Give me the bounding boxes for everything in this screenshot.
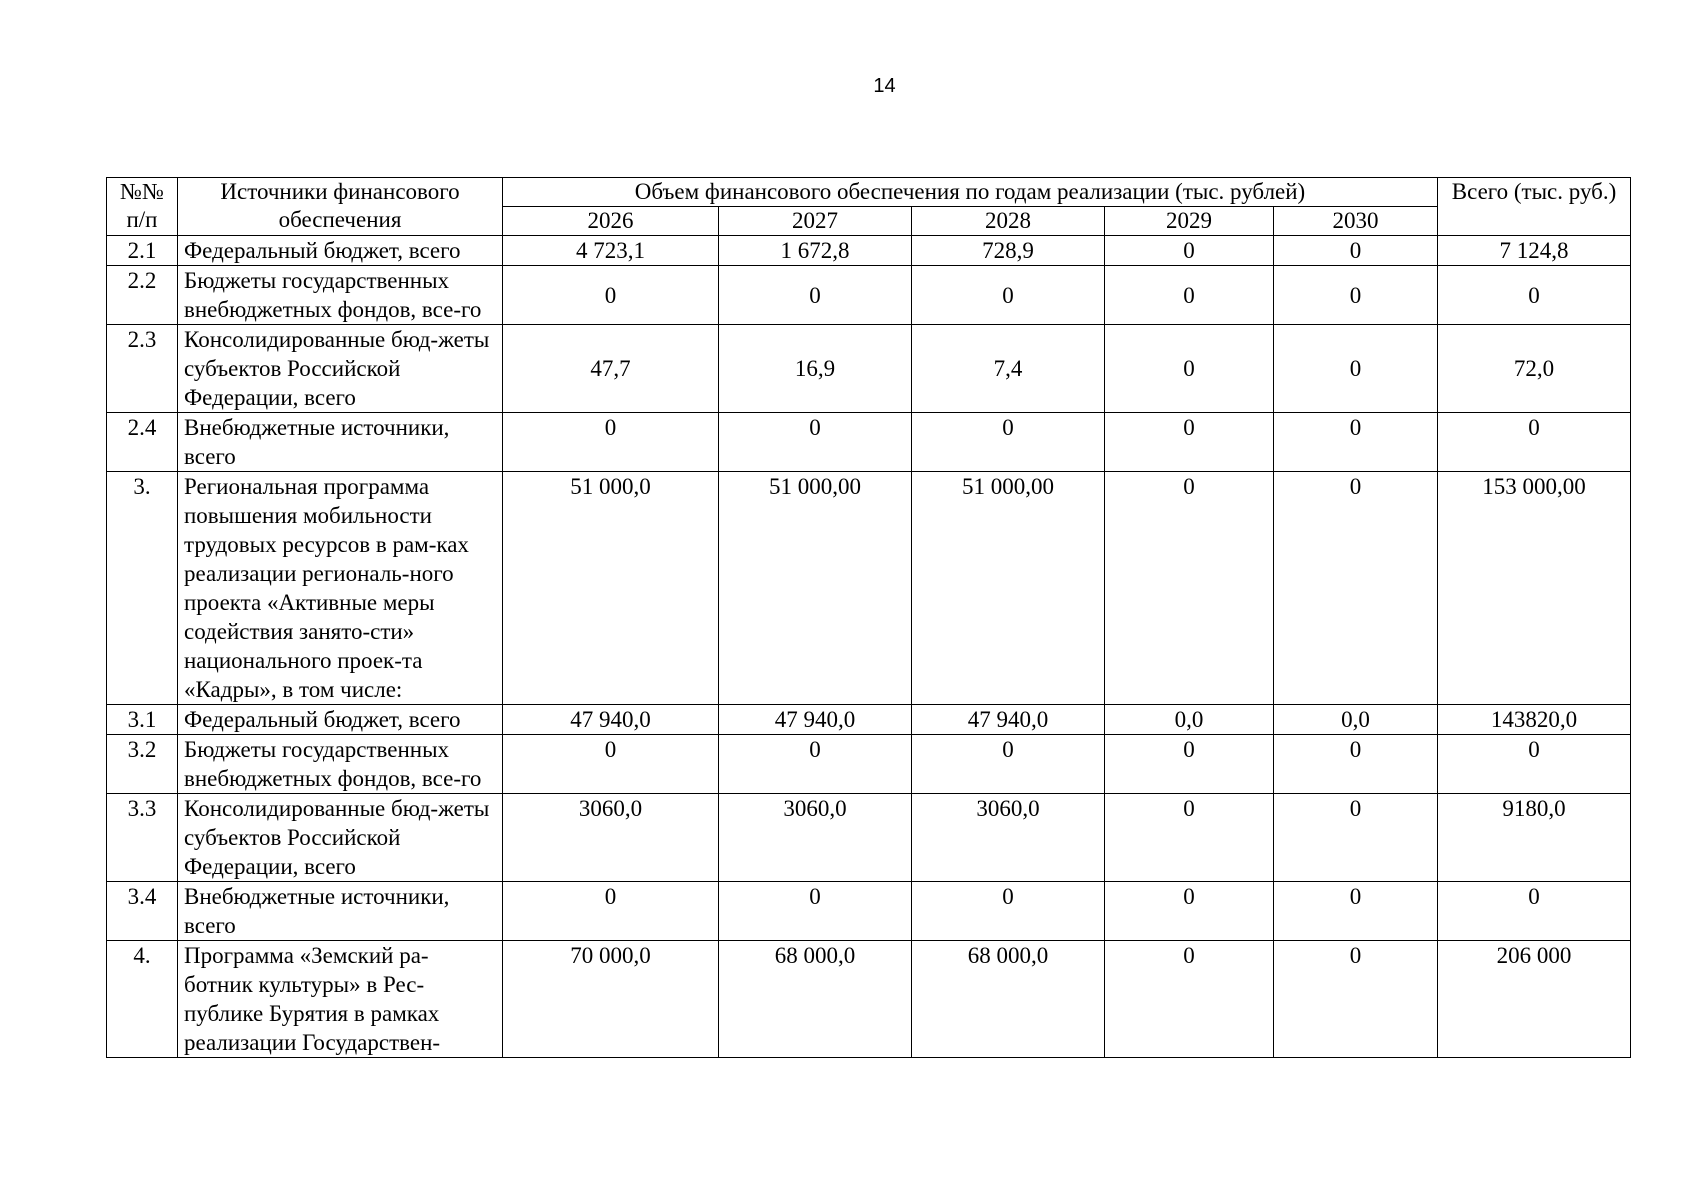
row-value: 0 bbox=[912, 882, 1105, 941]
row-value: 16,9 bbox=[719, 325, 912, 413]
header-volume: Объем финансового обеспечения по годам реализации (тыс. рублей) bbox=[503, 178, 1438, 207]
row-value: 0 bbox=[1105, 941, 1274, 1058]
row-total: 143820,0 bbox=[1438, 705, 1631, 735]
row-value: 0 bbox=[1105, 472, 1274, 705]
header-year: 2027 bbox=[719, 207, 912, 236]
table-row bbox=[107, 941, 1631, 1058]
row-source: Федеральный бюджет, всего bbox=[178, 705, 503, 735]
row-total: 7 124,8 bbox=[1438, 236, 1631, 266]
row-value: 68 000,0 bbox=[912, 941, 1105, 1058]
row-value: 0 bbox=[1274, 325, 1438, 413]
row-value: 51 000,00 bbox=[719, 472, 912, 705]
row-value: 0 bbox=[719, 735, 912, 794]
header-year: 2029 bbox=[1105, 207, 1274, 236]
row-source: Региональная программа повышения мобильности трудовых ресурсов в рам-ках реализации региональ-ного проекта «Активные меры содействия занято-сти» национального проек-та «Кадры», в том числе: bbox=[178, 472, 503, 705]
row-value: 0 bbox=[1274, 413, 1438, 472]
row-value: 0 bbox=[1274, 882, 1438, 941]
row-value: 0 bbox=[1274, 266, 1438, 325]
row-value: 47 940,0 bbox=[503, 705, 719, 735]
header-row bbox=[107, 178, 1631, 207]
row-value: 0 bbox=[719, 413, 912, 472]
row-source: Федеральный бюджет, всего bbox=[178, 236, 503, 266]
row-number: 3.3 bbox=[107, 794, 178, 882]
row-number: 3. bbox=[107, 472, 178, 705]
row-value: 0 bbox=[1274, 735, 1438, 794]
row-value: 0 bbox=[719, 266, 912, 325]
row-number: 2.4 bbox=[107, 413, 178, 472]
header-source: Источники финансового обеспечения bbox=[178, 178, 503, 236]
row-total: 206 000 bbox=[1438, 941, 1631, 1058]
row-value: 0,0 bbox=[1105, 705, 1274, 735]
row-value: 0 bbox=[1274, 941, 1438, 1058]
table-row bbox=[107, 735, 1631, 794]
row-value: 0,0 bbox=[1274, 705, 1438, 735]
row-value: 0 bbox=[719, 882, 912, 941]
row-value: 0 bbox=[1105, 266, 1274, 325]
row-total: 72,0 bbox=[1438, 325, 1631, 413]
row-number: 2.3 bbox=[107, 325, 178, 413]
row-value: 0 bbox=[1274, 236, 1438, 266]
header-year: 2030 bbox=[1274, 207, 1438, 236]
row-number: 2.2 bbox=[107, 266, 178, 325]
row-value: 0 bbox=[1274, 472, 1438, 705]
table-row bbox=[107, 266, 1631, 325]
row-number: 3.1 bbox=[107, 705, 178, 735]
row-value: 51 000,0 bbox=[503, 472, 719, 705]
row-value: 3060,0 bbox=[503, 794, 719, 882]
row-value: 0 bbox=[503, 735, 719, 794]
header-year: 2028 bbox=[912, 207, 1105, 236]
header-total: Всего (тыс. руб.) bbox=[1438, 178, 1631, 236]
row-value: 47 940,0 bbox=[719, 705, 912, 735]
row-total: 0 bbox=[1438, 413, 1631, 472]
row-value: 1 672,8 bbox=[719, 236, 912, 266]
table-row bbox=[107, 236, 1631, 266]
table-row bbox=[107, 705, 1631, 735]
financing-table bbox=[106, 177, 1631, 1058]
row-value: 4 723,1 bbox=[503, 236, 719, 266]
row-number: 3.4 bbox=[107, 882, 178, 941]
row-value: 68 000,0 bbox=[719, 941, 912, 1058]
table-row bbox=[107, 472, 1631, 705]
table-row bbox=[107, 794, 1631, 882]
row-number: 3.2 bbox=[107, 735, 178, 794]
row-source: Бюджеты государственных внебюджетных фондов, все-го bbox=[178, 735, 503, 794]
row-value: 0 bbox=[503, 882, 719, 941]
row-value: 47,7 bbox=[503, 325, 719, 413]
row-total: 0 bbox=[1438, 882, 1631, 941]
row-source: Внебюджетные источники, всего bbox=[178, 882, 503, 941]
row-value: 0 bbox=[1105, 413, 1274, 472]
row-source: Программа «Земский ра-ботник культуры» в Рес-публике Бурятия в рамках реализации Государствен- bbox=[178, 941, 503, 1058]
row-value: 7,4 bbox=[912, 325, 1105, 413]
row-total: 9180,0 bbox=[1438, 794, 1631, 882]
page-number: 14 bbox=[873, 75, 896, 97]
table-row bbox=[107, 413, 1631, 472]
row-source: Бюджеты государственных внебюджетных фондов, все-го bbox=[178, 266, 503, 325]
row-value: 0 bbox=[1274, 794, 1438, 882]
row-number: 4. bbox=[107, 941, 178, 1058]
row-value: 0 bbox=[1105, 236, 1274, 266]
row-value: 0 bbox=[912, 266, 1105, 325]
row-value: 3060,0 bbox=[912, 794, 1105, 882]
row-value: 0 bbox=[1105, 882, 1274, 941]
row-value: 0 bbox=[1105, 325, 1274, 413]
row-value: 728,9 bbox=[912, 236, 1105, 266]
table-row bbox=[107, 882, 1631, 941]
table-row bbox=[107, 325, 1631, 413]
row-value: 0 bbox=[912, 735, 1105, 794]
row-value: 51 000,00 bbox=[912, 472, 1105, 705]
row-total: 0 bbox=[1438, 735, 1631, 794]
row-value: 0 bbox=[912, 413, 1105, 472]
row-total: 0 bbox=[1438, 266, 1631, 325]
row-source: Консолидированные бюд-жеты субъектов Российской Федерации, всего bbox=[178, 325, 503, 413]
row-number: 2.1 bbox=[107, 236, 178, 266]
row-value: 0 bbox=[503, 266, 719, 325]
row-source: Внебюджетные источники, всего bbox=[178, 413, 503, 472]
row-value: 0 bbox=[503, 413, 719, 472]
row-source: Консолидированные бюд-жеты субъектов Российской Федерации, всего bbox=[178, 794, 503, 882]
row-value: 0 bbox=[1105, 735, 1274, 794]
row-total: 153 000,00 bbox=[1438, 472, 1631, 705]
row-value: 0 bbox=[1105, 794, 1274, 882]
header-number: №№ п/п bbox=[107, 178, 178, 236]
row-value: 47 940,0 bbox=[912, 705, 1105, 735]
row-value: 70 000,0 bbox=[503, 941, 719, 1058]
header-year: 2026 bbox=[503, 207, 719, 236]
row-value: 3060,0 bbox=[719, 794, 912, 882]
